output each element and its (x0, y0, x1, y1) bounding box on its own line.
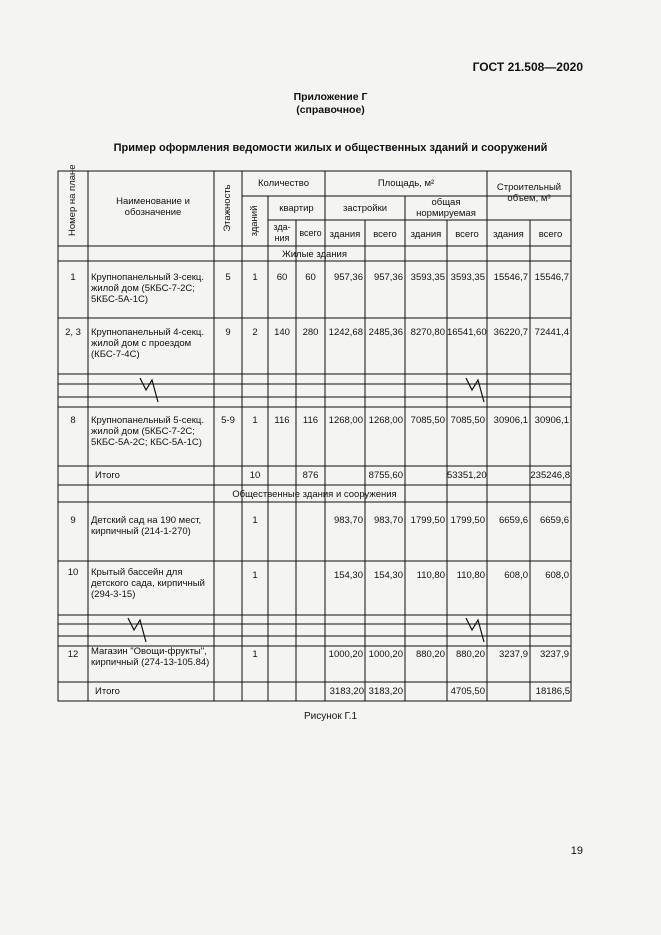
header-area-bu-t: всего (373, 229, 397, 240)
cell-buildings: 2 (252, 327, 258, 338)
cell-v-t: 3237,9 (539, 649, 569, 660)
cell-floors: 5 (225, 272, 231, 283)
header-name: Наименование и обозначение (116, 196, 190, 218)
header-area-gn-b: здания (410, 229, 442, 240)
cell-bu-t: 957,36 (373, 272, 403, 283)
header-number: Номер на плане (67, 164, 78, 236)
cell-name: Крупнопанельный 3-секц. жилой дом (5КБС-7-2С; 5КБС-5А-1С) (91, 272, 205, 305)
cell-name: Магазин "Овощи-фрукты", кирпичный (274-13-105.84) (91, 646, 210, 668)
cell-bu-t: 983,70 (373, 515, 403, 526)
cell-name: Крытый бассейн для детского сада, кирпичный (294-3-15) (91, 567, 205, 600)
appendix-note: (справочное) (296, 104, 365, 116)
cell-v-b: 30906,1 (493, 415, 528, 426)
cell-bu-b: 1242,68 (328, 327, 363, 338)
total-gn-t: 53351,20 (447, 470, 487, 481)
cell-v-b: 36220,7 (493, 327, 528, 338)
cell-apt-b: 116 (274, 415, 290, 426)
total-v-t: 235246,8 (530, 470, 570, 481)
total-apt-t: 876 (302, 470, 319, 481)
cell-apt-t: 280 (302, 327, 319, 338)
cell-buildings: 1 (252, 515, 258, 526)
cell-v-b: 608,0 (504, 570, 528, 581)
header-area-bu-b: здания (329, 229, 361, 240)
cell-v-t: 608,0 (545, 570, 569, 581)
cell-bu-b: 154,30 (333, 570, 363, 581)
cell-name: Крупнопанельный 5-секц. жилой дом (5КБС-7-2С; 5КБС-5А-2С; КБС-5А-1С) (91, 415, 205, 448)
header-volume-t: всего (538, 229, 563, 240)
total-v-t: 18186,5 (535, 686, 570, 697)
cell-name: Крупнопанельный 4-секц. жилой дом с проездом (КБС-7-4С) (91, 327, 205, 360)
header-floors: Этажность (222, 184, 233, 232)
cell-bu-t: 1268,00 (368, 415, 403, 426)
header-total-norm: общая нормируемая (416, 197, 476, 219)
cell-buildings: 1 (252, 649, 258, 660)
section-residential: Жилые здания (281, 249, 348, 260)
cell-gn-b: 880,20 (415, 649, 445, 660)
total-label: Итого (95, 470, 120, 481)
figure-caption: Рисунок Г.1 (303, 711, 358, 722)
cell-v-t: 15546,7 (534, 272, 569, 283)
total-gn-t: 4705,50 (450, 686, 485, 697)
figure-heading: Пример оформления ведомости жилых и общественных зданий и сооружений (113, 142, 548, 154)
total-bu-b: 3183,20 (329, 686, 364, 697)
cell-gn-b: 8270,80 (410, 327, 445, 338)
cell-floors: 5-9 (221, 415, 235, 426)
cell-num: 2, 3 (65, 327, 81, 338)
total-label: Итого (95, 686, 120, 697)
cell-floors: 9 (225, 327, 231, 338)
cell-bu-b: 957,36 (333, 272, 363, 283)
cell-gn-b: 110,80 (416, 570, 445, 581)
cell-gn-b: 3593,35 (410, 272, 445, 283)
cell-gn-t: 3593,35 (450, 272, 485, 283)
cell-gn-t: 880,20 (455, 649, 485, 660)
cell-bu-b: 983,70 (333, 515, 363, 526)
cell-num: 8 (70, 415, 76, 426)
header-built-up: застройки (342, 203, 388, 214)
cell-gn-t: 16541,60 (447, 327, 487, 338)
total-bu-t: 8755,60 (368, 470, 403, 481)
cell-v-b: 15546,7 (493, 272, 528, 283)
cell-v-t: 72441,4 (534, 327, 569, 338)
cell-gn-b: 1799,50 (410, 515, 445, 526)
cell-num: 12 (67, 649, 79, 660)
header-area: Площадь, м² (377, 178, 435, 189)
document-code: ГОСТ 21.508—2020 (472, 60, 583, 74)
total-bu-t: 3183,20 (368, 686, 403, 697)
cell-apt-t: 116 (302, 415, 319, 426)
cell-v-t: 30906,1 (534, 415, 569, 426)
header-total-q: всего (299, 228, 322, 238)
cell-v-t: 6659,6 (539, 515, 569, 526)
cell-gn-b: 7085,50 (410, 415, 445, 426)
cell-gn-t: 1799,50 (450, 515, 485, 526)
cell-v-b: 6659,6 (498, 515, 528, 526)
cell-num: 10 (67, 567, 79, 578)
cell-apt-b: 60 (276, 272, 288, 283)
cell-bu-t: 2485,36 (368, 327, 403, 338)
header-apartments: квартир (279, 203, 314, 214)
total-buildings: 10 (249, 470, 261, 481)
cell-v-b: 3237,9 (498, 649, 528, 660)
appendix-title: Приложение Г (293, 91, 368, 103)
cell-num: 9 (70, 515, 76, 526)
cell-num: 1 (70, 272, 76, 283)
header-per-building: зда-ния (273, 222, 291, 243)
page-number: 19 (570, 845, 583, 857)
cell-apt-b: 140 (274, 327, 290, 338)
cell-apt-t: 60 (305, 272, 316, 283)
cell-bu-t: 1000,20 (368, 649, 403, 660)
header-volume: Строительный объем, м³ (496, 182, 562, 204)
cell-buildings: 1 (252, 415, 258, 426)
header-volume-b: здания (493, 229, 524, 240)
section-public: Общественные здания и сооружения (232, 489, 397, 500)
cell-buildings: 1 (252, 272, 258, 283)
cell-gn-t: 7085,50 (450, 415, 485, 426)
cell-buildings: 1 (252, 570, 258, 581)
cell-bu-b: 1268,00 (328, 415, 363, 426)
header-area-gn-t: всего (455, 229, 479, 240)
header-buildings: зданий (249, 205, 260, 237)
header-quantity: Количество (257, 178, 310, 189)
cell-bu-t: 154,30 (373, 570, 403, 581)
cell-name: Детский сад на 190 мест, кирпичный (214-1-270) (91, 515, 202, 537)
cell-gn-t: 110,80 (456, 570, 485, 581)
cell-bu-b: 1000,20 (328, 649, 363, 660)
